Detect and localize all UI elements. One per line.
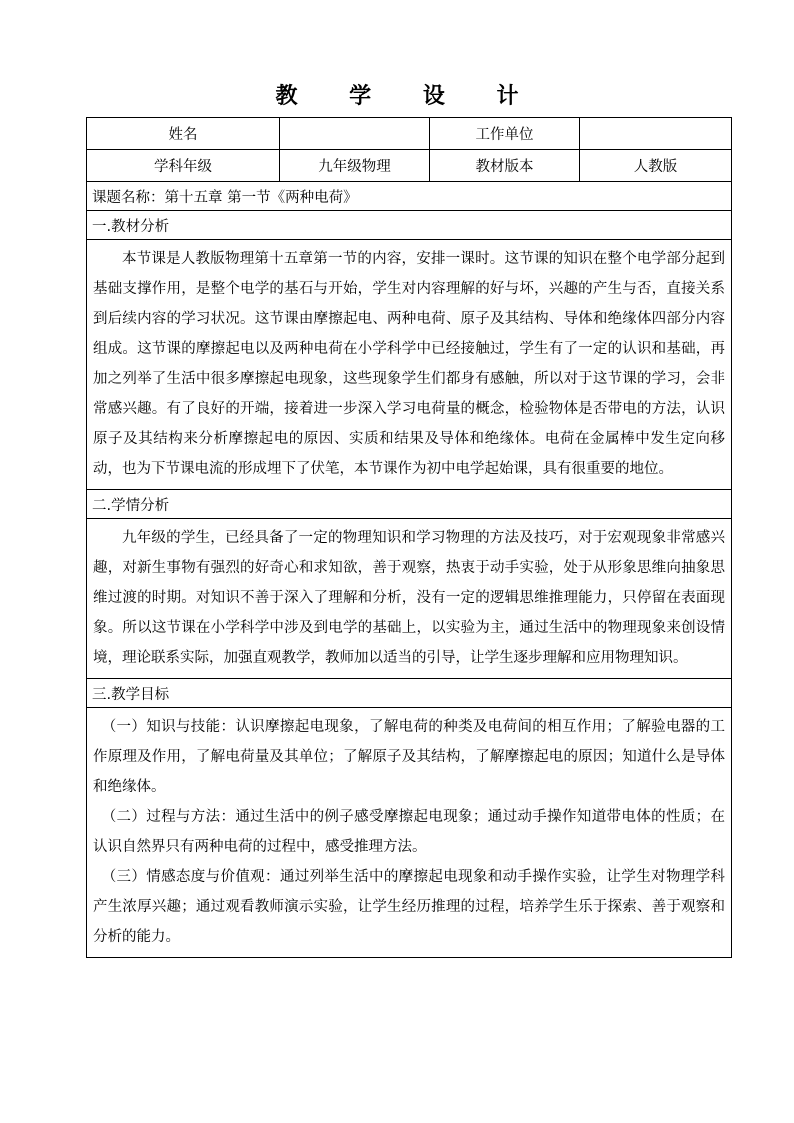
subject-grade-value: 九年级物理 — [280, 150, 430, 182]
textbook-edition-label: 教材版本 — [430, 150, 580, 182]
teaching-goals-heading-row — [87, 679, 732, 708]
textbook-analysis-heading-row — [87, 211, 732, 240]
name-label: 姓名 — [87, 118, 280, 150]
teaching-goals-body-row — [87, 708, 732, 958]
info-row-1 — [87, 118, 732, 150]
name-value-cell[interactable] — [280, 118, 430, 150]
lesson-title-row — [87, 182, 732, 211]
lesson-title: 课题名称：第十五章 第一节《两种电荷》 — [87, 182, 732, 211]
student-analysis-heading: 二.学情分析 — [87, 490, 732, 519]
student-analysis-heading-row — [87, 490, 732, 519]
student-analysis-body: 九年级的学生，已经具备了一定的物理知识和学习物理的方法及技巧，对于宏观现象非常感兴趣，对新生事物有强烈的好奇心和求知欲，善于观察，热衷于动手实验，处于从形象思维向抽象思维过渡的时期。对知识不善于深入了理解和分析，没有一定的逻辑思维推理能力，只停留在表面现象。所以这节课在小学科学中涉及到电学的基础上，以实验为主，通过生活中的物理现象来创设情境，理论联系实际，加强直观教学，教师加以适当的引导，让学生逐步理解和应用物理知识。 — [87, 519, 732, 679]
goal-knowledge-skills: （一）知识与技能：认识摩擦起电现象，了解电荷的种类及电荷间的相互作用；了解验电器的工作原理及作用，了解电荷量及其单位；了解原子及其结构，了解摩擦起电的原因；知道什么是导体和绝缘体。 — [93, 719, 725, 795]
document-title: 教 学 设 计 — [275, 84, 541, 109]
textbook-analysis-body: 本节课是人教版物理第十五章第一节的内容，安排一课时。这节课的知识在整个电学部分起到基础支撑作用，是整个电学的基石与开始，学生对内容理解的好与坏，兴趣的产生与否，直接关系到后续内容的学习状况。这节课由摩擦起电、两种电荷、原子及其结构、导体和绝缘体四部分内容组成。这节课的摩擦起电以及两种电荷在小学科学中已经接触过，学生有了一定的认识和基础，再加之列举了生活中很多摩擦起电现象，这些现象学生们都身有感触，所以对于这节课的学习，会非常感兴趣。有了良好的开端，接着进一步深入学习电荷量的概念，检验物体是否带电的方法，认识原子及其结构来分析摩擦起电的原因、实质和结果及导体和绝缘体。电荷在金属棒中发生定向移动，也为下节课电流的形成埋下了伏笔，本节课作为初中电学起始课，具有很重要的地位。 — [87, 240, 732, 490]
info-row-2 — [87, 150, 732, 182]
subject-grade-label: 学科年级 — [87, 150, 280, 182]
teaching-goals-heading: 三.教学目标 — [87, 679, 732, 708]
teaching-goals-body — [87, 708, 732, 958]
work-unit-label: 工作单位 — [430, 118, 580, 150]
textbook-edition-value: 人教版 — [580, 150, 732, 182]
work-unit-value-cell[interactable] — [580, 118, 732, 150]
goal-process-methods: （二）过程与方法：通过生活中的例子感受摩擦起电现象；通过动手操作知道带电体的性质；在认识自然界只有两种电荷的过程中，感受推理方法。 — [93, 809, 725, 855]
textbook-analysis-heading: 一.教材分析 — [87, 211, 732, 240]
lesson-plan-table — [86, 117, 732, 958]
textbook-analysis-body-row — [87, 240, 732, 490]
student-analysis-body-row — [87, 519, 732, 679]
goal-emotion-values: （三）情感态度与价值观：通过列举生活中的摩擦起电现象和动手操作实验，让学生对物理学科产生浓厚兴趣；通过观看教师演示实验，让学生经历推理的过程，培养学生乐于探索、善于观察和分析的能力。 — [93, 869, 725, 945]
